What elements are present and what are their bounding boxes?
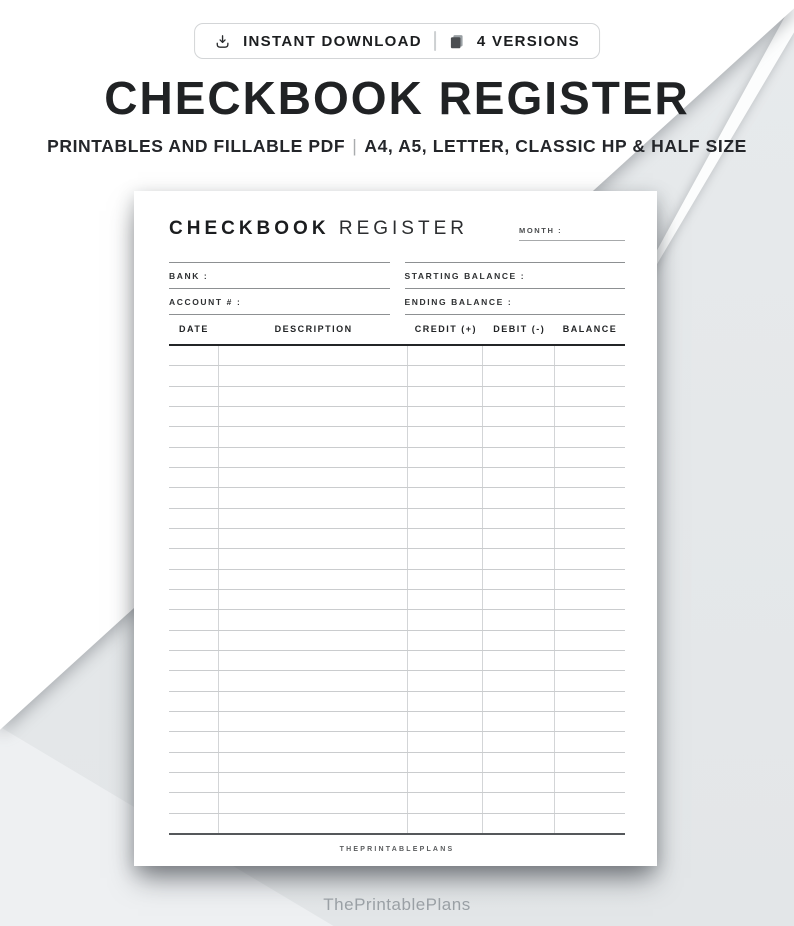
register-table-header (169, 324, 625, 344)
table-cell (555, 671, 625, 690)
table-cell (555, 773, 625, 792)
table-cell (219, 610, 409, 629)
table-cell (219, 671, 409, 690)
table-cell (408, 529, 483, 548)
table-cell (555, 346, 625, 365)
badge-versions-label: 4 VERSIONS (476, 32, 580, 50)
table-cell (483, 793, 555, 812)
subtitle-right: A4, A5, LETTER, CLASSIC HP & HALF SIZE (364, 136, 747, 156)
table-cell (219, 427, 409, 446)
table-cell (169, 712, 219, 731)
table-cell (219, 773, 409, 792)
field-row (405, 263, 626, 289)
table-cell (169, 732, 219, 751)
table-row (169, 549, 625, 569)
badge-download-label: INSTANT DOWNLOAD (243, 32, 422, 50)
table-cell (483, 346, 555, 365)
table-cell (483, 773, 555, 792)
table-cell (555, 814, 625, 833)
table-cell (169, 346, 219, 365)
table-cell (555, 712, 625, 731)
table-cell (408, 427, 483, 446)
table-cell (408, 753, 483, 772)
table-row (169, 346, 625, 366)
table-cell (219, 448, 409, 467)
table-cell (483, 651, 555, 670)
document-title-light: REGISTER (338, 218, 468, 239)
page-subtitle (0, 136, 794, 157)
table-cell (483, 753, 555, 772)
account-fields (169, 262, 625, 315)
table-cell (408, 671, 483, 690)
table-cell (555, 610, 625, 629)
table-cell (169, 529, 219, 548)
table-cell (169, 488, 219, 507)
table-row (169, 488, 625, 508)
document-title-bold: CHECKBOOK (169, 218, 330, 239)
table-cell (408, 549, 483, 568)
table-header-cell: DATE (179, 324, 209, 334)
table-cell (169, 793, 219, 812)
table-cell (219, 488, 409, 507)
table-cell (555, 692, 625, 711)
subtitle-divider: | (352, 136, 358, 156)
table-cell (219, 407, 409, 426)
table-cell (555, 407, 625, 426)
table-cell (483, 407, 555, 426)
table-row (169, 427, 625, 447)
versions-pages-icon (448, 33, 465, 50)
table-cell (219, 814, 409, 833)
subtitle-left: PRINTABLES AND FILLABLE PDF (47, 136, 346, 156)
table-cell (555, 468, 625, 487)
field-label: ACCOUNT # : (169, 296, 242, 307)
table-cell (169, 671, 219, 690)
table-cell (219, 509, 409, 528)
table-cell (219, 346, 409, 365)
field-label: ENDING BALANCE : (404, 296, 513, 307)
table-row (169, 692, 625, 712)
field-row (405, 289, 626, 315)
table-cell (483, 692, 555, 711)
table-header-cell: DEBIT (-) (493, 324, 546, 334)
fields-left (169, 262, 390, 315)
table-cell (169, 610, 219, 629)
table-cell (555, 427, 625, 446)
table-row (169, 712, 625, 732)
document-footer-brand: THEPRINTABLEPLANS (339, 846, 455, 853)
table-cell (483, 590, 555, 609)
table-cell (555, 590, 625, 609)
table-cell (169, 590, 219, 609)
info-badge (194, 23, 600, 59)
table-cell (169, 814, 219, 833)
table-row (169, 671, 625, 691)
table-cell (408, 509, 483, 528)
table-cell (169, 692, 219, 711)
table-cell (555, 448, 625, 467)
shop-watermark: ThePrintablePlans (323, 895, 471, 914)
table-cell (219, 549, 409, 568)
table-cell (483, 468, 555, 487)
register-table-body (169, 344, 625, 835)
table-cell (219, 712, 409, 731)
table-cell (219, 631, 409, 650)
table-row (169, 631, 625, 651)
table-cell (169, 366, 219, 385)
table-cell (483, 448, 555, 467)
table-row (169, 732, 625, 752)
table-row (169, 509, 625, 529)
table-cell (408, 346, 483, 365)
table-cell (219, 570, 409, 589)
table-cell (169, 468, 219, 487)
table-cell (483, 529, 555, 548)
table-row (169, 610, 625, 630)
table-cell (555, 753, 625, 772)
field-label: STARTING BALANCE : (404, 270, 526, 281)
table-row (169, 448, 625, 468)
table-cell (555, 529, 625, 548)
table-cell (169, 753, 219, 772)
table-cell (408, 570, 483, 589)
table-header-cell: DESCRIPTION (274, 324, 353, 334)
download-tray-icon (214, 33, 231, 50)
table-cell (483, 610, 555, 629)
table-cell (219, 651, 409, 670)
table-cell (555, 793, 625, 812)
table-cell (408, 692, 483, 711)
table-cell (169, 387, 219, 406)
table-cell (169, 570, 219, 589)
field-row (169, 263, 390, 289)
table-cell (408, 366, 483, 385)
printable-page-preview (134, 191, 657, 866)
table-cell (483, 732, 555, 751)
table-cell (483, 387, 555, 406)
table-cell (483, 631, 555, 650)
table-cell (219, 590, 409, 609)
table-cell (408, 610, 483, 629)
table-cell (408, 773, 483, 792)
table-cell (219, 468, 409, 487)
table-cell (483, 671, 555, 690)
table-cell (483, 509, 555, 528)
field-row (169, 289, 390, 315)
table-cell (408, 387, 483, 406)
table-row (169, 590, 625, 610)
table-cell (169, 448, 219, 467)
table-cell (219, 753, 409, 772)
table-cell (219, 692, 409, 711)
table-cell (169, 549, 219, 568)
page-title: CHECKBOOK REGISTER (104, 72, 690, 124)
table-cell (169, 773, 219, 792)
table-cell (408, 814, 483, 833)
table-cell (555, 387, 625, 406)
table-cell (169, 427, 219, 446)
table-cell (483, 427, 555, 446)
table-cell (219, 793, 409, 812)
table-cell (408, 732, 483, 751)
table-cell (555, 509, 625, 528)
field-label: BANK : (169, 270, 209, 281)
table-header-cell: CREDIT (+) (414, 324, 477, 334)
table-cell (408, 631, 483, 650)
table-cell (555, 549, 625, 568)
table-row (169, 366, 625, 386)
table-cell (483, 549, 555, 568)
document-header (169, 191, 625, 241)
table-cell (408, 468, 483, 487)
table-cell (408, 590, 483, 609)
table-cell (219, 387, 409, 406)
table-cell (555, 651, 625, 670)
table-cell (408, 651, 483, 670)
table-cell (483, 488, 555, 507)
table-cell (169, 631, 219, 650)
table-cell (555, 488, 625, 507)
table-row (169, 468, 625, 488)
table-cell (169, 407, 219, 426)
table-cell (219, 366, 409, 385)
table-row (169, 570, 625, 590)
table-row (169, 651, 625, 671)
table-row (169, 387, 625, 407)
table-row (169, 814, 625, 833)
table-cell (555, 366, 625, 385)
table-cell (483, 570, 555, 589)
table-row (169, 407, 625, 427)
table-cell (483, 712, 555, 731)
table-cell (169, 509, 219, 528)
table-row (169, 773, 625, 793)
table-cell (408, 712, 483, 731)
table-cell (555, 732, 625, 751)
table-cell (483, 814, 555, 833)
month-field: MONTH : (519, 226, 625, 241)
badge-divider (434, 31, 436, 51)
table-cell (219, 732, 409, 751)
table-cell (408, 448, 483, 467)
table-cell (219, 529, 409, 548)
table-cell (408, 488, 483, 507)
document-title (169, 218, 468, 240)
table-row (169, 753, 625, 773)
table-row (169, 793, 625, 813)
table-cell (408, 793, 483, 812)
table-cell (408, 407, 483, 426)
table-header-cell: BALANCE (562, 324, 618, 334)
table-cell (555, 570, 625, 589)
table-cell (483, 366, 555, 385)
fields-right (405, 262, 626, 315)
table-cell (169, 651, 219, 670)
table-cell (555, 631, 625, 650)
table-row (169, 529, 625, 549)
